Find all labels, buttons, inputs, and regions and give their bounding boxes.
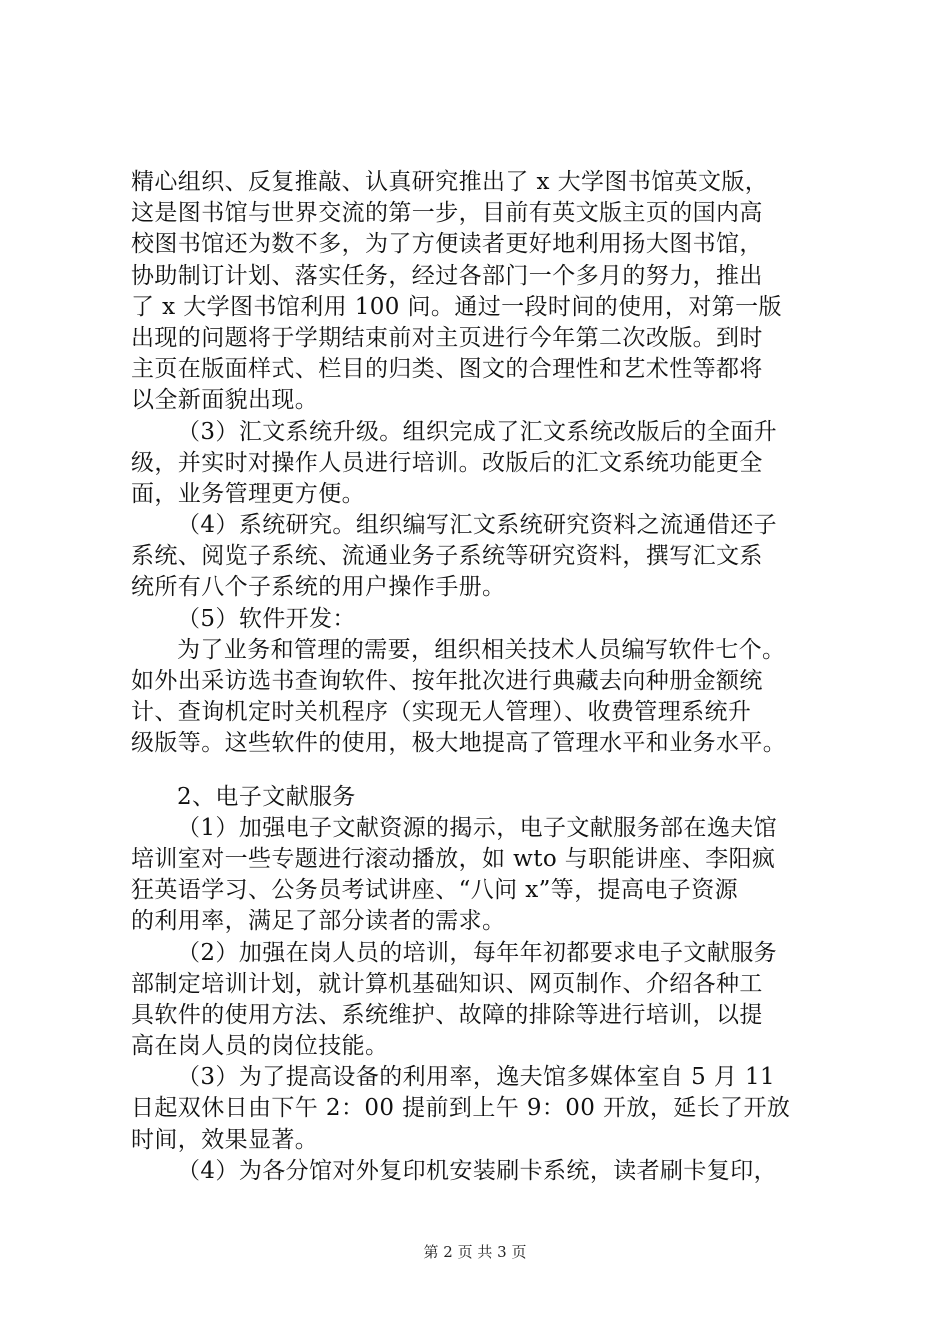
paragraph-gap xyxy=(131,760,836,782)
text-line: 系统、阅览子系统、流通业务子系统等研究资料，撰写汇文系 xyxy=(131,543,763,570)
text-line: 主页在版面样式、栏目的归类、图文的合理性和艺术性等都将 xyxy=(131,356,763,383)
text-line: 高在岗人员的岗位技能。 xyxy=(131,1033,389,1060)
text-line: 狂英语学习、公务员考试讲座、“八问 x”等，提高电子资源 xyxy=(131,877,738,904)
text-line: 具软件的使用方法、系统维护、故障的排除等进行培训，以提 xyxy=(131,1001,763,1028)
text-line: 以全新面貌出现。 xyxy=(131,387,319,414)
paragraph-start-3b: （3）为了提高设备的利用率，逸夫馆多媒体室自 5 月 11 xyxy=(177,1064,776,1091)
text-line: 计、查询机定时关机程序（实现无人管理）、收费管理系统升 xyxy=(131,699,752,726)
paragraph-start-3: （3）汇文系统升级。组织完成了汇文系统改版后的全面升 xyxy=(177,418,778,445)
text-line: 出现的问题将于学期结束前对主页进行今年第二次改版。到时 xyxy=(131,324,763,351)
paragraph-start-1: （1）加强电子文献资源的揭示，电子文献服务部在逸夫馆 xyxy=(177,814,778,841)
page-footer xyxy=(0,1242,950,1262)
text-line: 培训室对一些专题进行滚动播放，如 wto 与职能讲座、李阳疯 xyxy=(131,845,776,872)
text-line: 协助制订计划、落实任务，经过各部门一个多月的努力，推出 xyxy=(131,262,763,289)
paragraph-software: 为了业务和管理的需要，组织相关技术人员编写软件七个。 xyxy=(177,636,786,663)
text-line: 级版等。这些软件的使用，极大地提高了管理水平和业务水平。 xyxy=(131,730,787,757)
text-line: 时间，效果显著。 xyxy=(131,1126,319,1153)
text-line: 的利用率，满足了部分读者的需求。 xyxy=(131,908,506,935)
text-line: 如外出采访选书查询软件、按年批次进行典藏去向种册金额统 xyxy=(131,668,763,694)
paragraph-start-4: （4）系统研究。组织编写汇文系统研究资料之流通借还子 xyxy=(177,512,778,539)
document-body xyxy=(131,167,836,1187)
text-line: 部制定培训计划，就计算机基础知识、网页制作、介绍各种工 xyxy=(131,970,763,997)
paragraph-start-2: （2）加强在岗人员的培训，每年年初都要求电子文献服务 xyxy=(177,939,778,966)
text-line: 精心组织、反复推敲、认真研究推出了 x 大学图书馆英文版， xyxy=(131,169,769,195)
section-heading: 2、电子文献服务 xyxy=(177,783,356,810)
text-line: 这是图书馆与世界交流的第一步，目前有英文版主页的国内高 xyxy=(131,200,763,227)
paragraph-start-4b: （4）为各分馆对外复印机安装刷卡系统，读者刷卡复印， xyxy=(177,1157,778,1184)
paragraph-start-5: （5）软件开发： xyxy=(177,605,356,632)
page-number-label: 第 2 页 共 3 页 xyxy=(423,1243,527,1261)
text-line: 校图书馆还为数不多，为了方便读者更好地利用扬大图书馆， xyxy=(131,231,763,258)
text-line: 面，业务管理更方便。 xyxy=(131,480,365,507)
text-line: 统所有八个子系统的用户操作手册。 xyxy=(131,574,506,601)
text-line: 日起双休日由下午 2：00 提前到上午 9：00 开放，延长了开放 xyxy=(131,1095,791,1122)
text-line: 级，并实时对操作人员进行培训。改版后的汇文系统功能更全 xyxy=(131,449,763,476)
text-line: 了 x 大学图书馆利用 100 问。通过一段时间的使用，对第一版 xyxy=(131,293,782,320)
